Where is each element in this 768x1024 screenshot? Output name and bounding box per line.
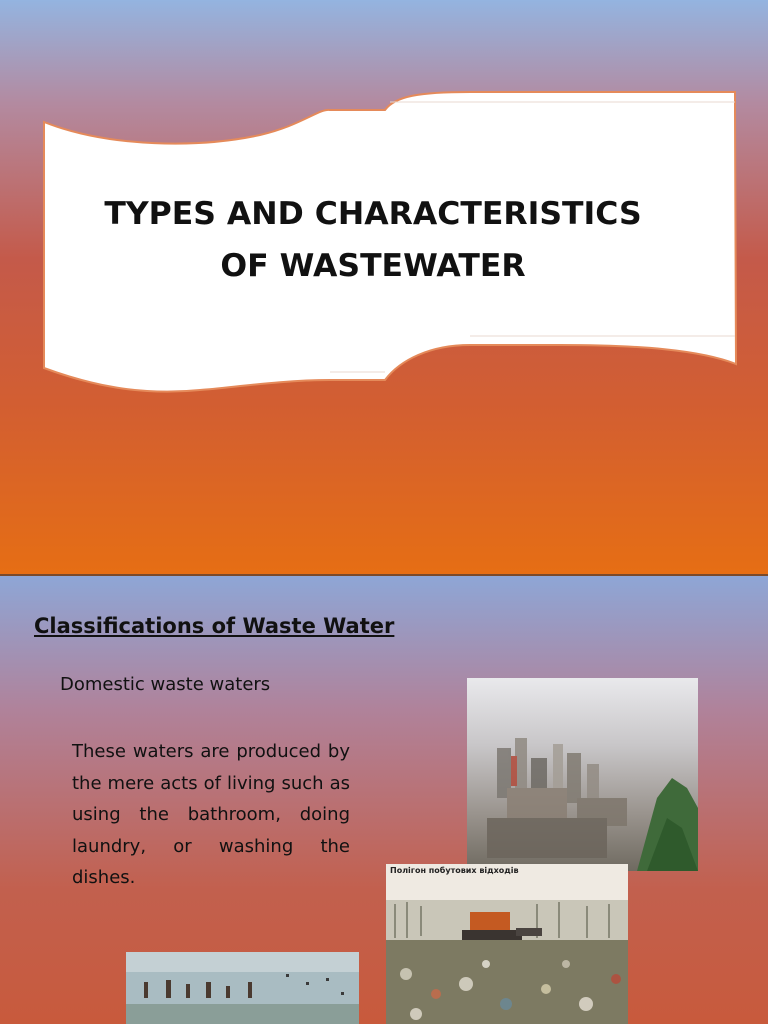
landfill-photo-art <box>386 864 628 1024</box>
body-paragraph: These waters are produced by the mere acts of living such as using the bathroom, doing laundry, or washing the dishes. <box>72 741 350 888</box>
landfill-caption: Полігон побутових відходів <box>390 866 519 875</box>
title-line-1: TYPES AND CHARACTERISTICS <box>104 196 642 232</box>
landfill-photo <box>386 864 628 1024</box>
slide-title <box>70 188 676 292</box>
city-aerial-photo <box>467 678 698 871</box>
river-bathing-photo <box>126 952 359 1024</box>
city-photo-art <box>467 678 698 871</box>
content-slide <box>0 576 768 1024</box>
river-photo-art <box>126 952 359 1024</box>
title-line-2: OF WASTEWATER <box>220 248 526 284</box>
slide-heading: Classifications of Waste Water <box>34 614 395 638</box>
subheading: Domestic waste waters <box>60 674 271 695</box>
